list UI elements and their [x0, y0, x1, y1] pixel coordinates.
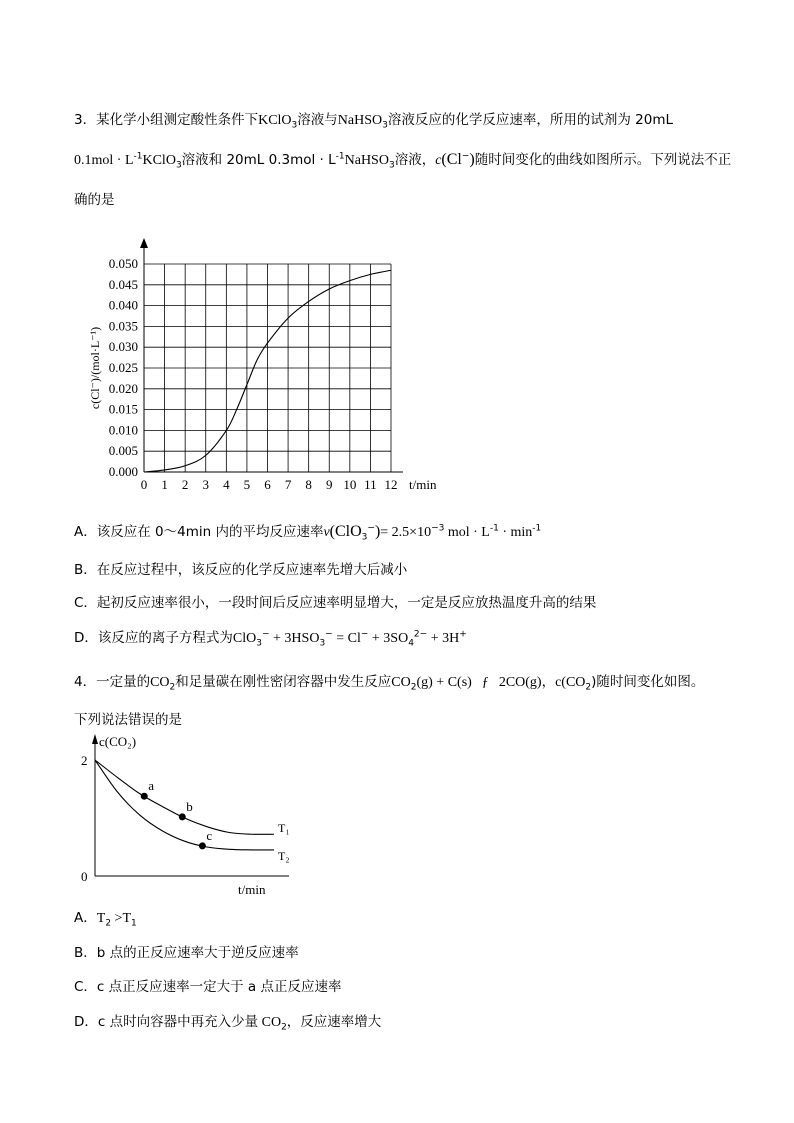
sub: 2 [585, 682, 592, 693]
x-tick-label: 12 [384, 477, 398, 492]
point-a [141, 793, 148, 800]
co2: CO [150, 675, 170, 690]
point-c [199, 842, 206, 849]
q3-text: 溶液与 [297, 112, 338, 128]
q3-stem-line1 [74, 108, 673, 131]
eq: ClO [232, 631, 257, 646]
q3-conc1: 0.1mol · L [74, 153, 134, 168]
y-tick-label: 2 [81, 753, 88, 768]
y-tick-label: 0.020 [108, 380, 138, 396]
series-label: T₁ [278, 821, 290, 836]
temp: T [122, 911, 132, 926]
y-axis-arrow [140, 238, 148, 248]
series-line-2 [95, 760, 274, 850]
q3-sup: − [461, 151, 470, 162]
sup: − [261, 629, 270, 640]
eq: + 3SO [368, 631, 409, 646]
q4-text: )随时间变化如图。 [591, 674, 705, 690]
option-text: D．该反应的离子方程式为 [74, 630, 233, 646]
option-text: ，反应速率增大 [286, 1014, 382, 1030]
x-tick-label: 11 [364, 477, 377, 492]
temp: T [96, 911, 106, 926]
sub: 2 [105, 918, 112, 929]
sub: 1 [131, 918, 137, 929]
y-tick-label: 0.010 [108, 422, 138, 438]
x-tick-label: 2 [181, 477, 189, 492]
q3-sub: 3 [175, 160, 182, 171]
q3-option-d [74, 626, 467, 649]
sup: − [325, 629, 333, 640]
value: = 2.5×10 [380, 525, 432, 540]
q4-option-c: C．c 点正反应速率一定大于 a 点正反应速率 [74, 979, 342, 995]
x-tick-label: 8 [305, 477, 312, 492]
kclo3-formula: KClO [258, 113, 292, 128]
y-tick-label: 0.035 [108, 318, 138, 334]
q3-text: 随时间变化的曲线如图所示。下列说法不正 [474, 152, 732, 168]
sub: 2 [169, 682, 176, 693]
q4-text: ， [541, 674, 556, 690]
eq: (g) + C(s) [416, 675, 472, 690]
kclo3-formula: KClO [142, 153, 176, 168]
q3-sub: 3 [388, 160, 395, 171]
unit: · min [498, 525, 533, 540]
q3-number-text: 3．某化学小组测定酸性条件下 [74, 112, 259, 128]
eq: c(CO [555, 675, 586, 690]
series-label: T₂ [278, 848, 290, 863]
q4-option-d [74, 1010, 381, 1033]
q4-stem-line2: 下列说法错误的是 [74, 712, 182, 728]
sup: −3 [431, 523, 445, 534]
q4-number-text: 4．一定量的 [74, 674, 151, 690]
x-axis-label: t/min [409, 477, 437, 492]
q3-sup: -1 [133, 151, 143, 162]
sub: 2 [410, 682, 417, 693]
sub: 3 [361, 532, 368, 543]
q4-stem-line1 [74, 670, 704, 693]
paren: ) [374, 523, 381, 540]
q3-text: 溶液和 20mL 0.3mol · L [181, 152, 336, 168]
option-text: A．该反应在 0～4min 内的平均反应速率 [74, 524, 324, 540]
q4-text: 和足量碳在刚性密闭容器中发生反应 [175, 674, 392, 690]
kclo3-sub: 3 [291, 120, 298, 131]
paren: ) [469, 151, 475, 168]
q3-stem-line2 [74, 148, 731, 171]
eq: 2CO(g) [498, 675, 542, 690]
x-axis-label: t/min [238, 882, 266, 897]
sup: -1 [532, 523, 542, 534]
sub: 3 [319, 638, 326, 649]
sup: -1 [489, 523, 499, 534]
nahso3-formula: NaHSO [344, 153, 389, 168]
rate-symbol: v [323, 525, 330, 540]
x-tick-label: 9 [326, 477, 333, 492]
y-tick-label: 0.025 [108, 360, 138, 375]
x-tick-label: 10 [343, 477, 357, 492]
eq: = Cl [332, 631, 361, 646]
y-tick-label: 0.050 [108, 256, 138, 271]
q3-option-b: B．在反应过程中，该反应的化学反应速率先增大后减小 [74, 562, 408, 578]
x-tick-label: 6 [264, 477, 271, 492]
x-tick-label: 0 [140, 477, 148, 492]
sub: 4 [408, 638, 414, 649]
sup: + [459, 629, 467, 640]
q3-text: 溶液， [394, 152, 436, 168]
eq: + 3H [427, 631, 460, 646]
x-tick-label: 7 [284, 477, 292, 492]
x-tick-label: 1 [161, 477, 168, 492]
x-tick-label: 5 [243, 477, 251, 492]
y-tick-label: 0.005 [108, 443, 138, 459]
option-text: A． [74, 910, 97, 926]
concentration-chart [86, 232, 456, 497]
point-b [179, 813, 186, 820]
nahso3-sub: 3 [382, 120, 388, 131]
sup: − [360, 629, 369, 640]
y-axis-arrow [92, 734, 98, 744]
cl-ion: (Cl [441, 151, 462, 168]
q4-option-b: B．b 点的正反应速率大于逆反应速率 [74, 945, 299, 961]
origin-label: 0 [81, 869, 88, 884]
point-label: b [186, 798, 193, 814]
y-tick-label: 0.015 [108, 401, 138, 417]
point-label: c [206, 827, 213, 843]
sup: − [367, 523, 375, 534]
nahso3-formula: NaHSO [337, 113, 383, 128]
q4-option-a [74, 906, 137, 929]
q3-sup: -1 [335, 151, 345, 162]
conc-symbol: c [435, 153, 442, 168]
y-tick-label: 0.030 [108, 339, 138, 355]
co2-chart [74, 730, 304, 900]
sub: 3 [256, 638, 262, 649]
gt: > [111, 911, 123, 926]
eq: + 3HSO [269, 631, 320, 646]
y-tick-label: 0.000 [108, 464, 138, 479]
q3-option-a [74, 520, 541, 543]
eq: CO [391, 675, 411, 690]
point-label: a [148, 778, 155, 794]
y-tick-label: 0.040 [108, 297, 138, 313]
y-axis-label: c(CO₂) [99, 734, 137, 749]
sup: 2− [413, 629, 428, 640]
option-text: D．c 点时向容器中再充入少量 [74, 1014, 259, 1030]
co2: CO [258, 1015, 282, 1030]
x-tick-label: 3 [202, 477, 209, 492]
q3-option-c: C．起初反应速率很小，一段时间后反应速率明显增大，一定是反应放热温度升高的结果 [74, 595, 597, 611]
equilibrium-symbol: ƒ [481, 675, 489, 690]
q3-text: 溶液反应的化学反应速率，所用的试剂为 20mL [387, 112, 674, 128]
x-tick-label: 4 [223, 477, 230, 492]
q3-stem-line3 [74, 188, 115, 208]
y-axis-label: c(Cl⁻)/(mol·L⁻¹) [88, 326, 102, 410]
q3-text: 确的是 [74, 192, 115, 208]
species: (ClO [329, 523, 362, 540]
sub: 2 [281, 1022, 287, 1033]
unit: mol · L [444, 525, 490, 540]
y-tick-label: 0.045 [108, 276, 138, 292]
